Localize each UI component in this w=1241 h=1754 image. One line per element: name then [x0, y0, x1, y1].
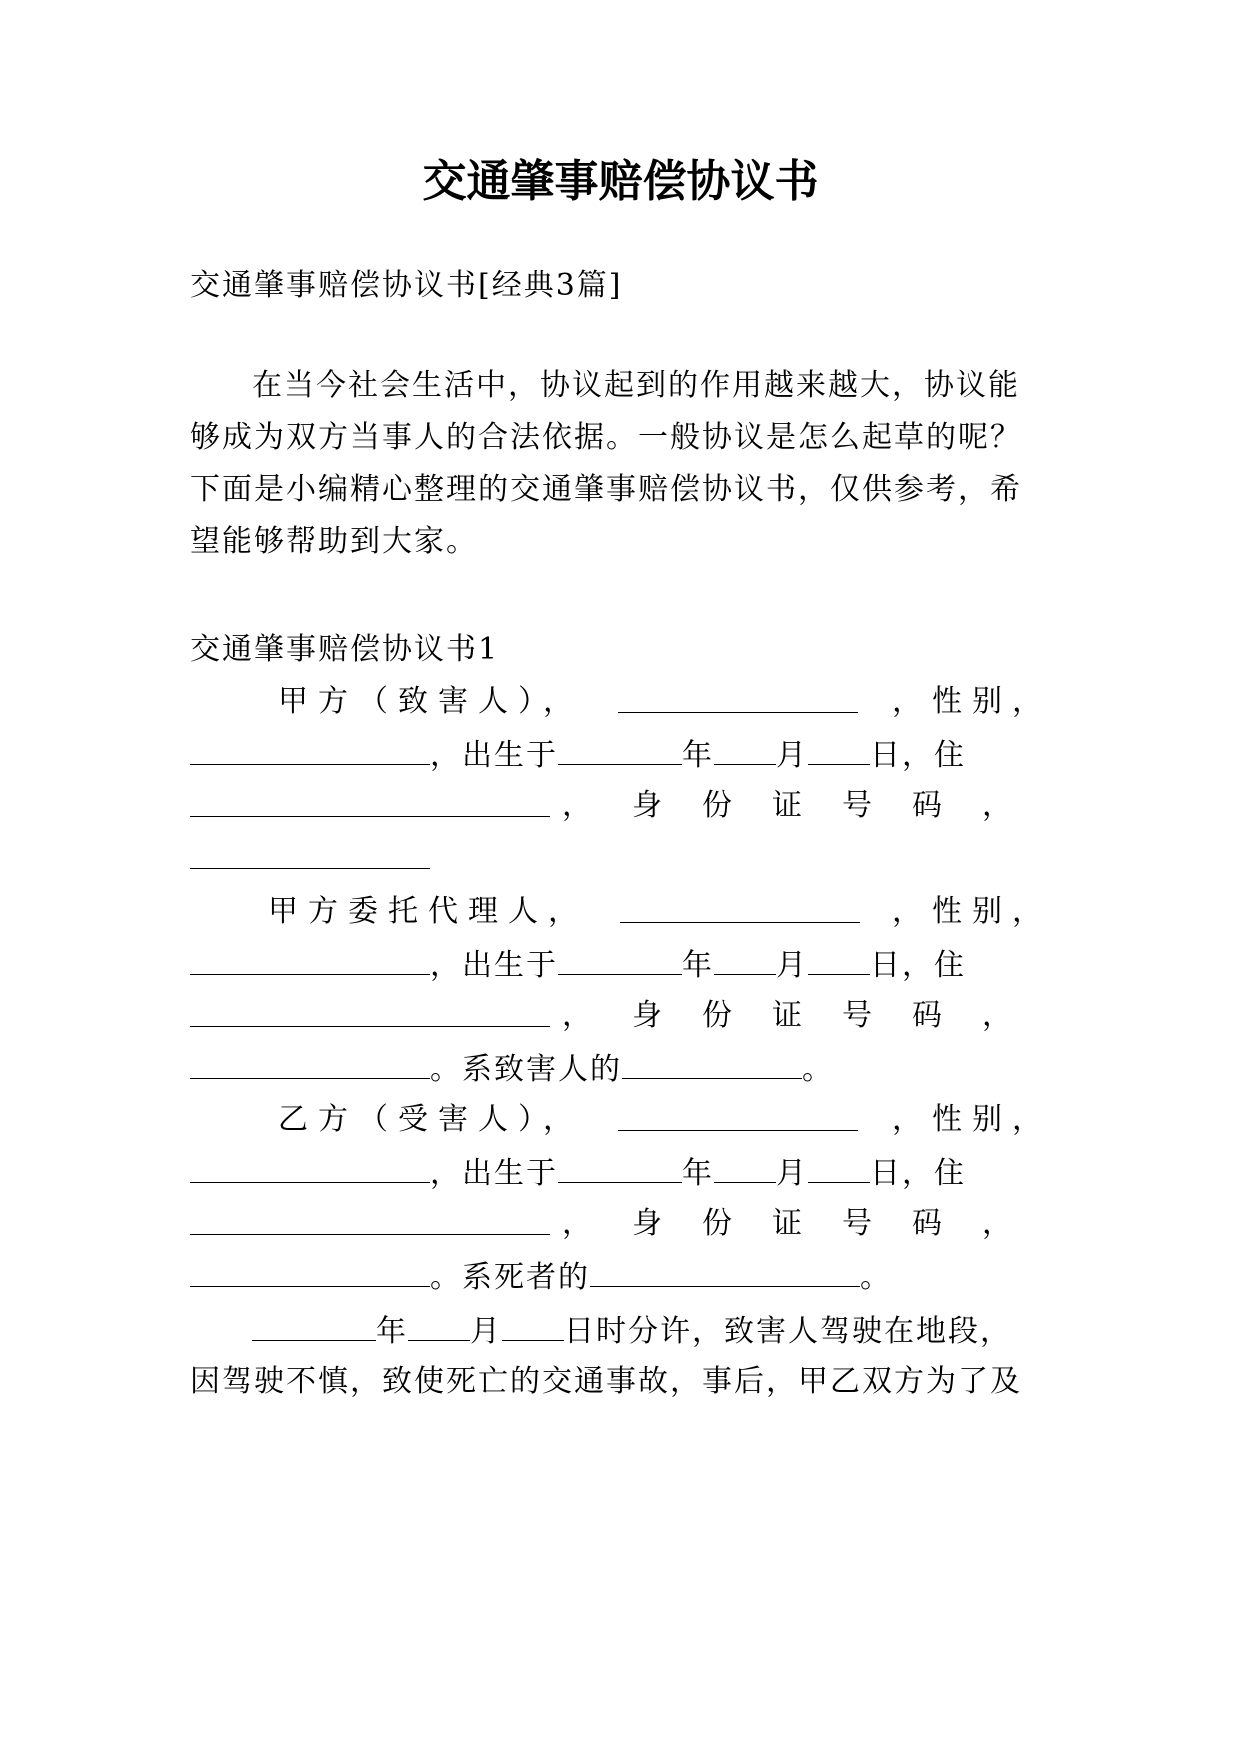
section-heading: 交通肇事赔偿协议书1 — [190, 632, 500, 667]
month-blank[interactable] — [714, 1152, 776, 1183]
day-blank[interactable] — [808, 1152, 870, 1183]
born-label: ，出生于 — [430, 948, 558, 983]
accident-text: 日时分许，致害人驾驶在地段， — [564, 1314, 1012, 1349]
born-label: ，出生于 — [430, 738, 558, 773]
document-subtitle: 交通肇事赔偿协议书[经典3篇] — [190, 268, 623, 303]
intro-line-3: 下面是小编精心整理的交通肇事赔偿协议书，仅供参考，希 — [190, 472, 1022, 507]
accident-line-2: 因驾驶不慎，致使死亡的交通事故，事后，甲乙双方为了及 — [190, 1364, 1022, 1399]
period: 。 — [860, 1260, 892, 1295]
party-b-line-4 — [190, 1256, 1052, 1298]
party-a-name-blank[interactable] — [618, 682, 858, 713]
document-title: 交通肇事赔偿协议书 — [422, 156, 819, 207]
day-label: 日，住 — [870, 1156, 966, 1191]
month-label: 月 — [776, 948, 808, 983]
month-label: 月 — [776, 1156, 808, 1191]
agent-id-blank[interactable] — [190, 1048, 430, 1079]
id-label: ，身份证号码， — [562, 1206, 1052, 1241]
party-b-address-blank[interactable] — [190, 1204, 550, 1235]
year-label: 年 — [682, 738, 714, 773]
day-label: 日，住 — [870, 738, 966, 773]
agent-line-2 — [190, 944, 1052, 986]
agent-label: 甲方委托代理人， — [268, 894, 588, 929]
party-a-label: 甲方（致害人）， — [278, 684, 583, 719]
agent-line-4 — [190, 1048, 1052, 1090]
month-label: 月 — [470, 1314, 502, 1349]
party-b-label: 乙方（受害人）， — [278, 1102, 583, 1137]
party-b-gender-blank[interactable] — [190, 1152, 430, 1183]
party-a-gender-blank[interactable] — [190, 734, 430, 765]
day-label: 日，住 — [870, 948, 966, 983]
day-blank[interactable] — [808, 944, 870, 975]
year-blank[interactable] — [558, 1152, 682, 1183]
relation-label: 。系致害人的 — [430, 1052, 622, 1087]
relation-label: 。系死者的 — [430, 1260, 590, 1295]
year-blank[interactable] — [558, 944, 682, 975]
intro-line-4: 望能够帮助到大家。 — [190, 524, 478, 559]
agent-line-1 — [190, 892, 1052, 932]
year-blank[interactable] — [252, 1310, 376, 1341]
relation-blank[interactable] — [622, 1048, 802, 1079]
agent-address-blank[interactable] — [190, 996, 550, 1027]
month-blank[interactable] — [408, 1310, 470, 1341]
year-blank[interactable] — [558, 734, 682, 765]
month-label: 月 — [776, 738, 808, 773]
party-a-address-blank[interactable] — [190, 786, 550, 817]
party-a-line-3 — [190, 786, 1052, 826]
party-b-line-2 — [190, 1152, 1052, 1194]
party-b-line-1 — [190, 1100, 1052, 1140]
party-a-line-1 — [190, 682, 1052, 722]
relation-blank[interactable] — [590, 1256, 860, 1287]
day-blank[interactable] — [502, 1310, 564, 1341]
intro-line-2: 够成为双方当事人的合法依据。一般协议是怎么起草的呢？ — [190, 420, 1022, 455]
day-blank[interactable] — [808, 734, 870, 765]
party-a-line-4 — [190, 838, 1052, 880]
agent-gender-blank[interactable] — [190, 944, 430, 975]
year-label: 年 — [682, 1156, 714, 1191]
party-b-id-blank[interactable] — [190, 1256, 430, 1287]
agent-gender-label: ，性别， — [892, 894, 1052, 929]
id-label: ，身份证号码， — [562, 788, 1052, 823]
agent-name-blank[interactable] — [620, 892, 860, 923]
party-b-line-3 — [190, 1204, 1052, 1244]
accident-line-1 — [190, 1310, 1052, 1352]
party-a-id-blank[interactable] — [190, 838, 430, 869]
month-blank[interactable] — [714, 944, 776, 975]
party-a-line-2 — [190, 734, 1052, 776]
party-a-gender-label: ，性别， — [892, 684, 1052, 719]
intro-line-1: 在当今社会生活中，协议起到的作用越来越大，协议能 — [252, 368, 1020, 403]
party-b-gender-label: ，性别， — [892, 1102, 1052, 1137]
month-blank[interactable] — [714, 734, 776, 765]
period: 。 — [802, 1052, 834, 1087]
year-label: 年 — [682, 948, 714, 983]
year-label: 年 — [376, 1314, 408, 1349]
id-label: ，身份证号码， — [562, 998, 1052, 1033]
born-label: ，出生于 — [430, 1156, 558, 1191]
party-b-name-blank[interactable] — [618, 1100, 858, 1131]
agent-line-3 — [190, 996, 1052, 1036]
